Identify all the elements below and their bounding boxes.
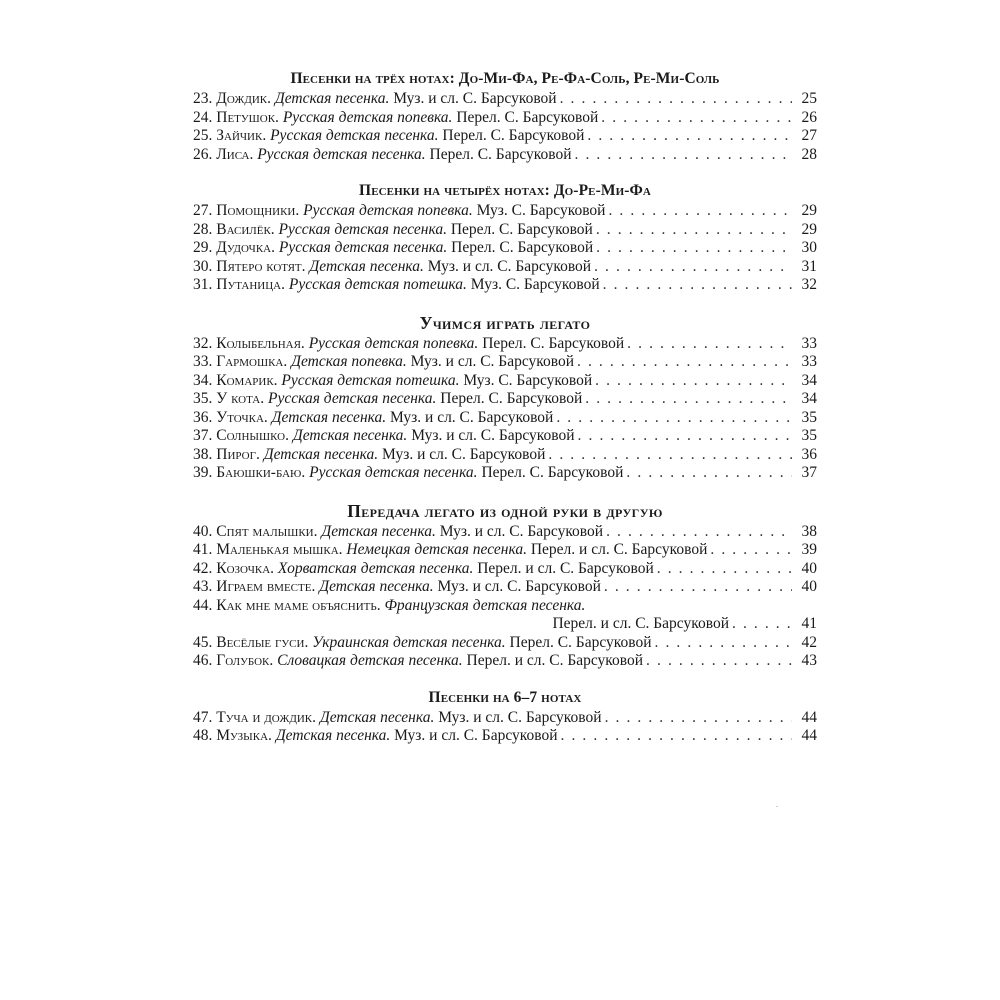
entry-title: Голубок. (216, 652, 274, 669)
dot-leader (657, 560, 792, 579)
section-title: Передача легато из одной руки в другую (347, 500, 663, 521)
entry-title: Комарик. (216, 371, 278, 389)
toc-entry (193, 464, 817, 483)
entry-credit: Муз. и сл. С. Барсуковой (438, 708, 602, 726)
entry-title: Пятеро котят. (216, 257, 306, 275)
toc-entry (193, 597, 817, 616)
dot-leader (626, 464, 792, 483)
entry-title: Гармошка. (216, 353, 288, 370)
entry-number: 47. (193, 708, 213, 726)
entry-title: Весёлые гуси. (216, 633, 309, 651)
entry-page-number: 25 (801, 90, 817, 107)
entry-genre: Немецкая детская песенка. (346, 541, 527, 558)
dot-leader (561, 727, 792, 746)
dot-leader (604, 578, 792, 597)
table-of-contents (193, 68, 817, 746)
entry-credit: Перел. С. Барсуковой (481, 464, 624, 481)
entry-number: 24. (193, 108, 213, 126)
entry-credit: Перел. С. Барсуковой (429, 145, 572, 163)
entry-credit: Перел. С. Барсуковой (456, 108, 599, 126)
entry-genre: Русская детская песенка. (267, 390, 437, 407)
entry-number: 36. (193, 408, 213, 426)
dot-leader (596, 221, 792, 240)
toc-entry (193, 727, 817, 746)
toc-entry (193, 446, 817, 465)
entry-page-number: 29 (801, 202, 817, 219)
entry-genre: Русская детская песенка. (270, 127, 439, 144)
entry-title: Василёк. (216, 220, 275, 238)
dot-leader (577, 353, 792, 372)
dot-leader (596, 239, 792, 258)
dot-leader (556, 409, 792, 428)
entry-title: Маленькая мышка. (216, 541, 343, 558)
dot-leader (575, 146, 793, 165)
entry-number: 29. (193, 239, 213, 256)
entry-credit: Муз. и сл. С. Барсуковой (394, 727, 558, 744)
dot-leader (603, 276, 792, 295)
entry-page-number: 34 (801, 371, 817, 389)
entry-genre: Детская песенка. (309, 257, 424, 275)
entry-genre: Детская попевка. (291, 353, 407, 370)
entry-credit: Муз. и сл. С. Барсуковой (427, 257, 592, 275)
entry-number: 37. (193, 427, 213, 444)
entry-number: 35. (193, 390, 213, 407)
dot-leader (548, 446, 792, 465)
entry-credit: Муз. С. Барсуковой (476, 202, 606, 219)
entry-number: 41. (193, 541, 213, 558)
entry-genre: Детская песенка. (271, 408, 387, 426)
dot-leader (710, 541, 792, 560)
entry-genre: Русская детская попевка. (308, 334, 479, 352)
entry-page-number: 31 (801, 257, 817, 275)
entry-genre: Русская детская песенка. (278, 239, 448, 256)
entry-number: 23. (193, 90, 213, 107)
entry-number: 34. (193, 371, 213, 389)
entry-genre: Русская детская попевка. (282, 108, 453, 126)
entry-page-number: 32 (801, 276, 817, 293)
entry-title: Дождик. (216, 90, 272, 107)
entry-title: Петушок. (216, 108, 279, 126)
dot-leader (608, 202, 792, 221)
dot-leader (595, 372, 792, 391)
toc-entry (193, 409, 817, 428)
entry-credit: Перел. С. Барсуковой (509, 633, 652, 651)
entry-page-number: 44 (801, 727, 817, 744)
entry-title: Как мне маме объяснить. (216, 596, 381, 614)
entry-credit: Муз. и сл. С. Барсуковой (437, 578, 601, 595)
toc-entry (193, 109, 817, 128)
dot-leader (587, 127, 792, 146)
entry-page-number: 34 (801, 390, 817, 407)
entry-credit: Муз. и сл. С. Барсуковой (439, 522, 604, 540)
entry-credit: Муз. и сл. С. Барсуковой (411, 427, 575, 444)
entry-page-number: 33 (801, 334, 817, 352)
entry-credit: Муз. и сл. С. Барсуковой (382, 445, 546, 463)
toc-entry (193, 202, 817, 221)
toc-entry (193, 523, 817, 542)
entry-page-number: 28 (801, 145, 817, 163)
toc-entry (193, 127, 817, 146)
entry-credit: Перел. С. Барсуковой (450, 220, 593, 238)
entry-title: Дудочка. (216, 239, 275, 256)
entry-number: 45. (193, 633, 213, 651)
entry-number: 42. (193, 559, 213, 577)
toc-entry (193, 541, 817, 560)
toc-entry-continuation (193, 615, 817, 634)
dot-leader (627, 335, 792, 354)
entry-number: 48. (193, 727, 213, 744)
entry-title: Путаница. (216, 276, 285, 293)
entry-genre: Французская детская песенка. (384, 596, 586, 614)
entry-number: 43. (193, 578, 213, 595)
entry-credit: Перел. С. Барсуковой (442, 127, 585, 144)
entry-genre: Детская песенка. (274, 90, 390, 107)
entry-number: 33. (193, 353, 213, 370)
entry-title: Музыка. (216, 727, 272, 744)
entry-title: Играем вместе. (216, 578, 316, 595)
entry-credit: Муз. и сл. С. Барсуковой (393, 90, 557, 107)
entry-title: Солнышко. (216, 427, 289, 444)
entry-number: 46. (193, 652, 213, 669)
entry-genre: Детская песенка. (319, 708, 435, 726)
entry-genre: Детская песенка. (292, 427, 408, 444)
dot-leader (605, 709, 792, 728)
entry-number: 26. (193, 145, 213, 163)
entry-credit: Муз. С. Барсуковой (470, 276, 600, 293)
toc-entry (193, 146, 817, 165)
entry-credit: Муз. и сл. С. Барсуковой (390, 408, 554, 426)
entry-page-number: 36 (801, 445, 817, 463)
entry-credit: Перел. и сл. С. Барсуковой (477, 559, 654, 577)
entry-title: Уточка. (216, 408, 268, 426)
entry-number: 32. (193, 334, 213, 352)
dot-leader (578, 427, 792, 446)
dot-leader (560, 90, 792, 109)
toc-entry (193, 578, 817, 597)
entry-genre: Детская песенка. (275, 727, 391, 744)
toc-entry (193, 652, 817, 671)
entry-credit: Муз. и сл. С. Барсуковой (410, 353, 575, 370)
toc-entry (193, 709, 817, 728)
entry-title: Лиса. (216, 145, 254, 163)
dot-leader (646, 652, 792, 671)
toc-entry (193, 276, 817, 295)
entry-number: 38. (193, 445, 213, 463)
entry-number: 28. (193, 220, 213, 238)
entry-genre: Русская детская потешка. (288, 276, 467, 293)
entry-genre: Словацкая детская песенка. (277, 652, 463, 669)
entry-page-number: 37 (801, 464, 817, 481)
entry-title: Козочка. (216, 559, 275, 577)
dot-leader (606, 523, 792, 542)
entry-title: У кота. (216, 390, 265, 407)
entry-page-number: 42 (801, 633, 817, 651)
entry-page-number: 29 (801, 220, 817, 238)
entry-genre: Детская песенка. (321, 522, 436, 540)
entry-title: Колыбельная. (216, 334, 305, 352)
entry-credit: Муз. С. Барсуковой (463, 371, 593, 389)
entry-credit: Перел. и сл. С. Барсуковой (466, 652, 644, 669)
entry-credit: Перел. С. Барсуковой (440, 390, 583, 407)
entry-page-number: 43 (801, 652, 817, 669)
entry-page-number: 35 (801, 427, 817, 444)
entry-number: 30. (193, 257, 213, 275)
toc-entry (193, 372, 817, 391)
dot-leader (585, 390, 792, 409)
entry-page-number: 26 (801, 108, 817, 126)
entry-genre: Русская детская попевка. (303, 202, 473, 219)
entry-page-number: 40 (801, 559, 817, 577)
section-title: Песенки на четырёх нотах: До-Ре-Ми-Фа (359, 182, 651, 199)
entry-number: 31. (193, 276, 213, 293)
dot-leader (732, 615, 792, 634)
entry-genre: Русская детская потешка. (281, 371, 460, 389)
toc-entry (193, 634, 817, 653)
entry-title: Помощники. (216, 202, 300, 219)
entry-genre: Хорватская детская песенка. (277, 559, 474, 577)
entry-page-number: 44 (801, 708, 817, 726)
entry-genre: Детская песенка. (263, 445, 379, 463)
entry-genre: Русская детская песенка. (257, 145, 426, 163)
toc-entry (193, 221, 817, 240)
entry-number: 39. (193, 464, 213, 481)
entry-page-number: 38 (801, 522, 817, 540)
entry-page-number: 39 (801, 541, 817, 558)
entry-genre: Русская детская песенка. (278, 220, 447, 238)
entry-credit: Перел. и сл. С. Барсуковой (552, 615, 729, 632)
section-title: Песенки на трёх нотах: До-Ми-Фа, Ре-Фа-Соль, Ре-Ми-Соль (290, 70, 720, 87)
entry-title: Спят малышки. (216, 522, 318, 540)
toc-entry (193, 90, 817, 109)
entry-page-number: 40 (801, 578, 817, 595)
entry-genre: Детская песенка. (319, 578, 434, 595)
section-title: Учимся играть легато (419, 312, 591, 333)
entry-number: 44. (193, 596, 213, 614)
entry-genre: Украинская детская песенка. (312, 633, 506, 651)
entry-title: Баюшки-баю. (216, 464, 306, 481)
entry-number: 25. (193, 127, 213, 144)
dot-leader (601, 109, 792, 128)
dot-leader (594, 258, 792, 277)
entry-number: 40. (193, 522, 213, 540)
entry-page-number: 41 (801, 615, 817, 632)
toc-entry (193, 335, 817, 354)
toc-entry (193, 258, 817, 277)
entry-credit: Перел. С. Барсуковой (451, 239, 594, 256)
toc-entry (193, 427, 817, 446)
toc-entry (193, 560, 817, 579)
dot-leader (655, 634, 792, 653)
entry-title: Пирог. (216, 445, 260, 463)
entry-page-number: 27 (801, 127, 817, 144)
entry-page-number: 30 (801, 239, 817, 256)
entry-page-number: 35 (801, 408, 817, 426)
section-title: Песенки на 6–7 нотах (428, 688, 582, 706)
entry-credit: Перел. С. Барсуковой (482, 334, 625, 352)
entry-title: Зайчик. (216, 127, 267, 144)
toc-entry (193, 390, 817, 409)
entry-number: 27. (193, 202, 213, 219)
toc-entry (193, 353, 817, 372)
entry-title: Туча и дождик. (216, 708, 316, 726)
entry-page-number: 33 (801, 353, 817, 370)
toc-entry (193, 239, 817, 258)
scan-speck (776, 806, 778, 807)
entry-genre: Русская детская песенка. (309, 464, 478, 481)
entry-credit: Перел. и сл. С. Барсуковой (530, 541, 708, 558)
